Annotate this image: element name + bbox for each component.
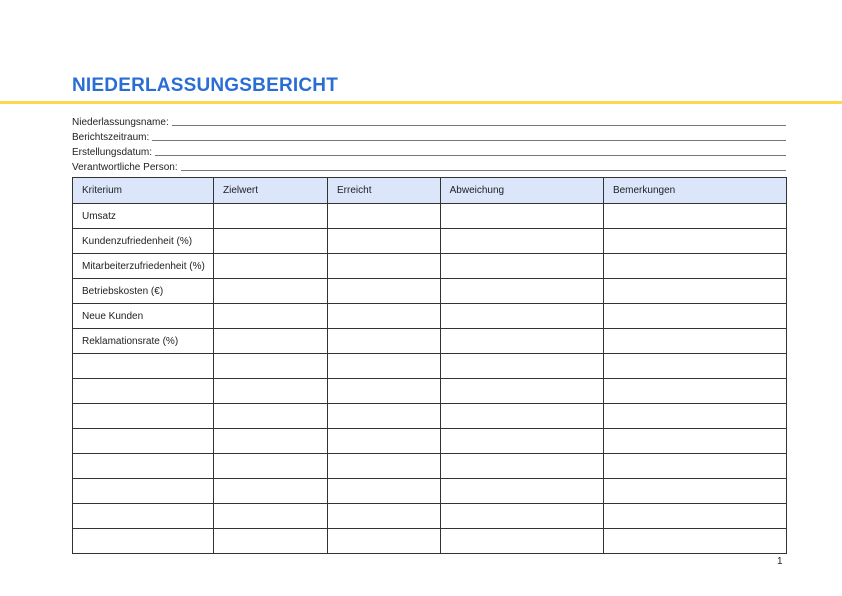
value-cell[interactable] <box>328 254 441 279</box>
value-cell[interactable] <box>603 454 786 479</box>
value-cell[interactable] <box>214 379 328 404</box>
value-cell[interactable] <box>214 204 328 229</box>
table-row <box>73 429 787 454</box>
field-input-line[interactable] <box>152 130 786 141</box>
value-cell[interactable] <box>440 254 603 279</box>
field-label: Verantwortliche Person: <box>72 162 178 173</box>
criterion-cell <box>73 379 214 404</box>
field-label: Berichtszeitraum: <box>72 132 150 143</box>
form-field[interactable] <box>72 128 786 143</box>
criterion-cell: Reklamationsrate (%) <box>73 329 214 354</box>
value-cell[interactable] <box>440 229 603 254</box>
value-cell[interactable] <box>603 504 786 529</box>
value-cell[interactable] <box>440 279 603 304</box>
form-field[interactable] <box>72 113 786 128</box>
column-header: Erreicht <box>328 178 441 204</box>
criterion-cell <box>73 529 214 554</box>
value-cell[interactable] <box>440 204 603 229</box>
value-cell[interactable] <box>440 529 603 554</box>
value-cell[interactable] <box>328 229 441 254</box>
table-row <box>73 479 787 504</box>
page-title: NIEDERLASSUNGSBERICHT <box>72 75 338 96</box>
value-cell[interactable] <box>440 354 603 379</box>
column-header: Abweichung <box>440 178 603 204</box>
form-field[interactable] <box>72 158 786 173</box>
field-input-line[interactable] <box>155 145 786 156</box>
value-cell[interactable] <box>440 429 603 454</box>
value-cell[interactable] <box>440 479 603 504</box>
value-cell[interactable] <box>214 329 328 354</box>
field-label: Niederlassungsname: <box>72 117 169 128</box>
table-row <box>73 279 787 304</box>
value-cell[interactable] <box>440 454 603 479</box>
value-cell[interactable] <box>440 304 603 329</box>
table-row <box>73 304 787 329</box>
table-row <box>73 504 787 529</box>
title-divider <box>0 101 842 104</box>
report-fields <box>72 113 786 173</box>
value-cell[interactable] <box>214 479 328 504</box>
field-input-line[interactable] <box>181 160 786 171</box>
column-header: Zielwert <box>214 178 328 204</box>
value-cell[interactable] <box>603 429 786 454</box>
value-cell[interactable] <box>328 304 441 329</box>
form-field[interactable] <box>72 143 786 158</box>
value-cell[interactable] <box>328 404 441 429</box>
value-cell[interactable] <box>440 379 603 404</box>
value-cell[interactable] <box>214 504 328 529</box>
value-cell[interactable] <box>328 354 441 379</box>
value-cell[interactable] <box>603 529 786 554</box>
value-cell[interactable] <box>214 229 328 254</box>
value-cell[interactable] <box>603 479 786 504</box>
value-cell[interactable] <box>328 279 441 304</box>
value-cell[interactable] <box>328 429 441 454</box>
criterion-cell <box>73 354 214 379</box>
table-row <box>73 354 787 379</box>
report-table <box>72 177 787 554</box>
value-cell[interactable] <box>214 279 328 304</box>
value-cell[interactable] <box>440 504 603 529</box>
value-cell[interactable] <box>328 454 441 479</box>
value-cell[interactable] <box>214 254 328 279</box>
table-row <box>73 254 787 279</box>
value-cell[interactable] <box>603 404 786 429</box>
value-cell[interactable] <box>214 529 328 554</box>
column-header: Kriterium <box>73 178 214 204</box>
value-cell[interactable] <box>603 379 786 404</box>
table-row <box>73 329 787 354</box>
criterion-cell: Umsatz <box>73 204 214 229</box>
field-input-line[interactable] <box>172 115 786 126</box>
value-cell[interactable] <box>328 504 441 529</box>
value-cell[interactable] <box>214 454 328 479</box>
criterion-cell <box>73 429 214 454</box>
table-row <box>73 529 787 554</box>
criterion-cell: Mitarbeiterzufriedenheit (%) <box>73 254 214 279</box>
value-cell[interactable] <box>603 354 786 379</box>
criterion-cell <box>73 504 214 529</box>
criterion-cell: Kundenzufriedenheit (%) <box>73 229 214 254</box>
value-cell[interactable] <box>214 354 328 379</box>
value-cell[interactable] <box>328 479 441 504</box>
value-cell[interactable] <box>214 304 328 329</box>
criterion-cell: Neue Kunden <box>73 304 214 329</box>
criterion-cell <box>73 404 214 429</box>
field-label: Erstellungsdatum: <box>72 147 153 158</box>
criterion-cell: Betriebskosten (€) <box>73 279 214 304</box>
value-cell[interactable] <box>328 204 441 229</box>
value-cell[interactable] <box>603 304 786 329</box>
value-cell[interactable] <box>603 329 786 354</box>
page-number: 1 <box>777 556 783 567</box>
criterion-cell <box>73 479 214 504</box>
table-header-row <box>73 178 787 204</box>
value-cell[interactable] <box>328 329 441 354</box>
value-cell[interactable] <box>603 279 786 304</box>
table-row <box>73 204 787 229</box>
value-cell[interactable] <box>214 429 328 454</box>
table-row <box>73 379 787 404</box>
table-row <box>73 229 787 254</box>
value-cell[interactable] <box>603 229 786 254</box>
column-header: Bemerkungen <box>603 178 786 204</box>
value-cell[interactable] <box>603 204 786 229</box>
criterion-cell <box>73 454 214 479</box>
value-cell[interactable] <box>440 329 603 354</box>
value-cell[interactable] <box>328 379 441 404</box>
value-cell[interactable] <box>328 529 441 554</box>
value-cell[interactable] <box>603 254 786 279</box>
table-row <box>73 404 787 429</box>
table-row <box>73 454 787 479</box>
value-cell[interactable] <box>214 404 328 429</box>
value-cell[interactable] <box>440 404 603 429</box>
